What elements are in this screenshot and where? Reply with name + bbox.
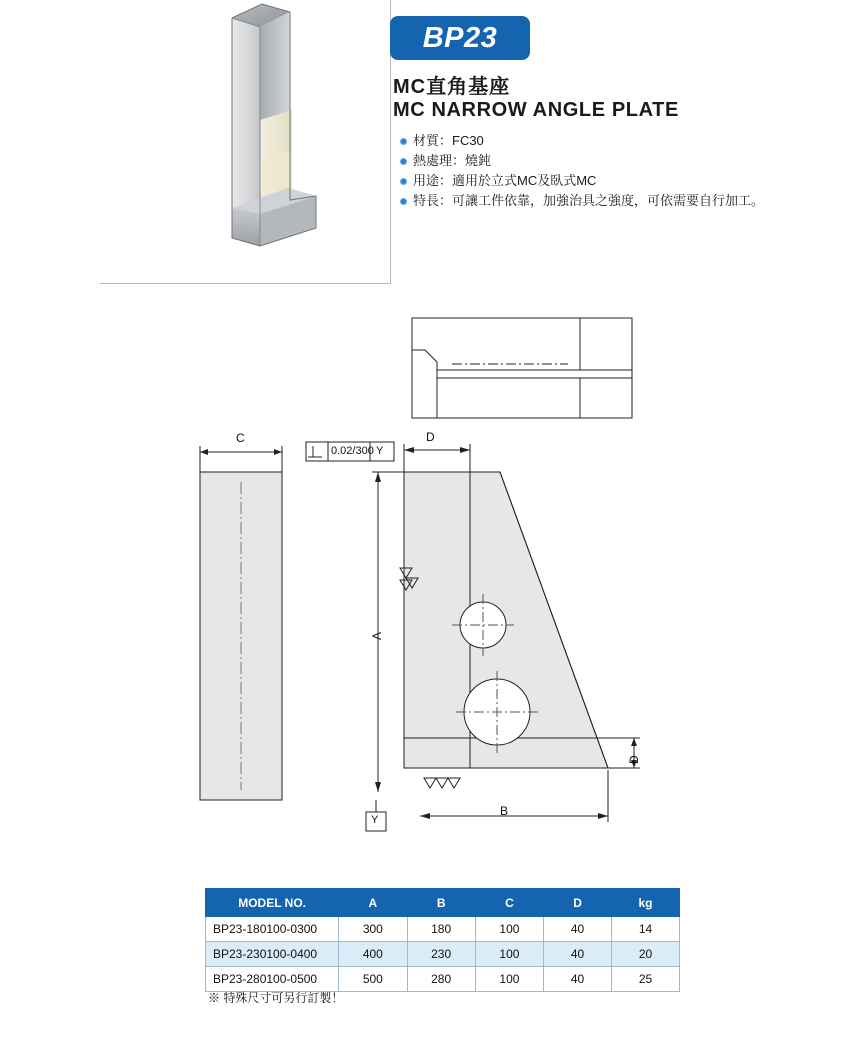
spec-text: 特長：可讓工件依靠，加強治具之強度，可依需要自行加工。 [413,193,765,208]
col-b: B [407,889,475,917]
header-divider-horizontal [100,283,390,284]
cell-kg: 25 [612,967,680,992]
col-a: A [339,889,407,917]
bullet-icon [400,198,407,205]
cell-b: 180 [407,917,475,942]
col-c: C [475,889,543,917]
drawing-svg [0,300,850,860]
dimension-label-b: B [500,804,509,818]
dimension-label-d-top: D [426,430,435,444]
cell-c: 100 [475,917,543,942]
col-d: D [544,889,612,917]
spec-text: 用途：適用於立式MC及臥式MC [413,173,597,188]
angle-plate-illustration [200,0,380,275]
cell-b: 280 [407,967,475,992]
dimension-label-d-right: D [627,755,641,764]
spec-text: 材質：FC30 [413,133,484,148]
spec-item-heat-treatment [400,153,830,169]
cell-d: 40 [544,917,612,942]
table-header-row [206,889,680,917]
cell-kg: 14 [612,917,680,942]
product-photo [200,0,380,275]
spec-item-usage [400,173,830,189]
datum-label-y: Y [371,814,379,826]
spec-list [400,133,830,213]
product-header [0,0,850,290]
spec-text: 熱處理：燒鈍 [413,153,492,168]
bullet-icon [400,178,407,185]
table-row [206,917,680,942]
cell-model: BP23-280100-0500 [206,967,339,992]
cell-a: 300 [339,917,407,942]
table-row [206,942,680,967]
cell-a: 500 [339,967,407,992]
bullet-icon [400,138,407,145]
cell-d: 40 [544,942,612,967]
table-row [206,967,680,992]
col-model: MODEL NO. [206,889,339,917]
cell-c: 100 [475,967,543,992]
spec-item-material [400,133,830,149]
cell-a: 400 [339,942,407,967]
tolerance-datum-label: Y [376,445,384,457]
cell-d: 40 [544,967,612,992]
technical-drawing [0,300,850,860]
product-title-cn: MC直角基座 [393,76,511,98]
cell-kg: 20 [612,942,680,967]
col-kg: kg [612,889,680,917]
spec-table [205,888,680,992]
product-title-en: MC NARROW ANGLE PLATE [393,99,679,121]
spec-table-wrapper [205,888,680,992]
dimension-label-a: A [370,631,384,640]
cell-model: BP23-180100-0300 [206,917,339,942]
spec-item-feature [400,193,830,209]
product-code-text: BP23 [422,21,498,54]
dimension-label-c: C [236,431,245,445]
cell-c: 100 [475,942,543,967]
cell-b: 230 [407,942,475,967]
bullet-icon [400,158,407,165]
table-note: ※ 特殊尺寸可另行訂製！ [208,991,344,1005]
product-code-badge [390,16,530,60]
cell-model: BP23-230100-0400 [206,942,339,967]
tolerance-value-label: 0.02/300 [331,445,374,457]
